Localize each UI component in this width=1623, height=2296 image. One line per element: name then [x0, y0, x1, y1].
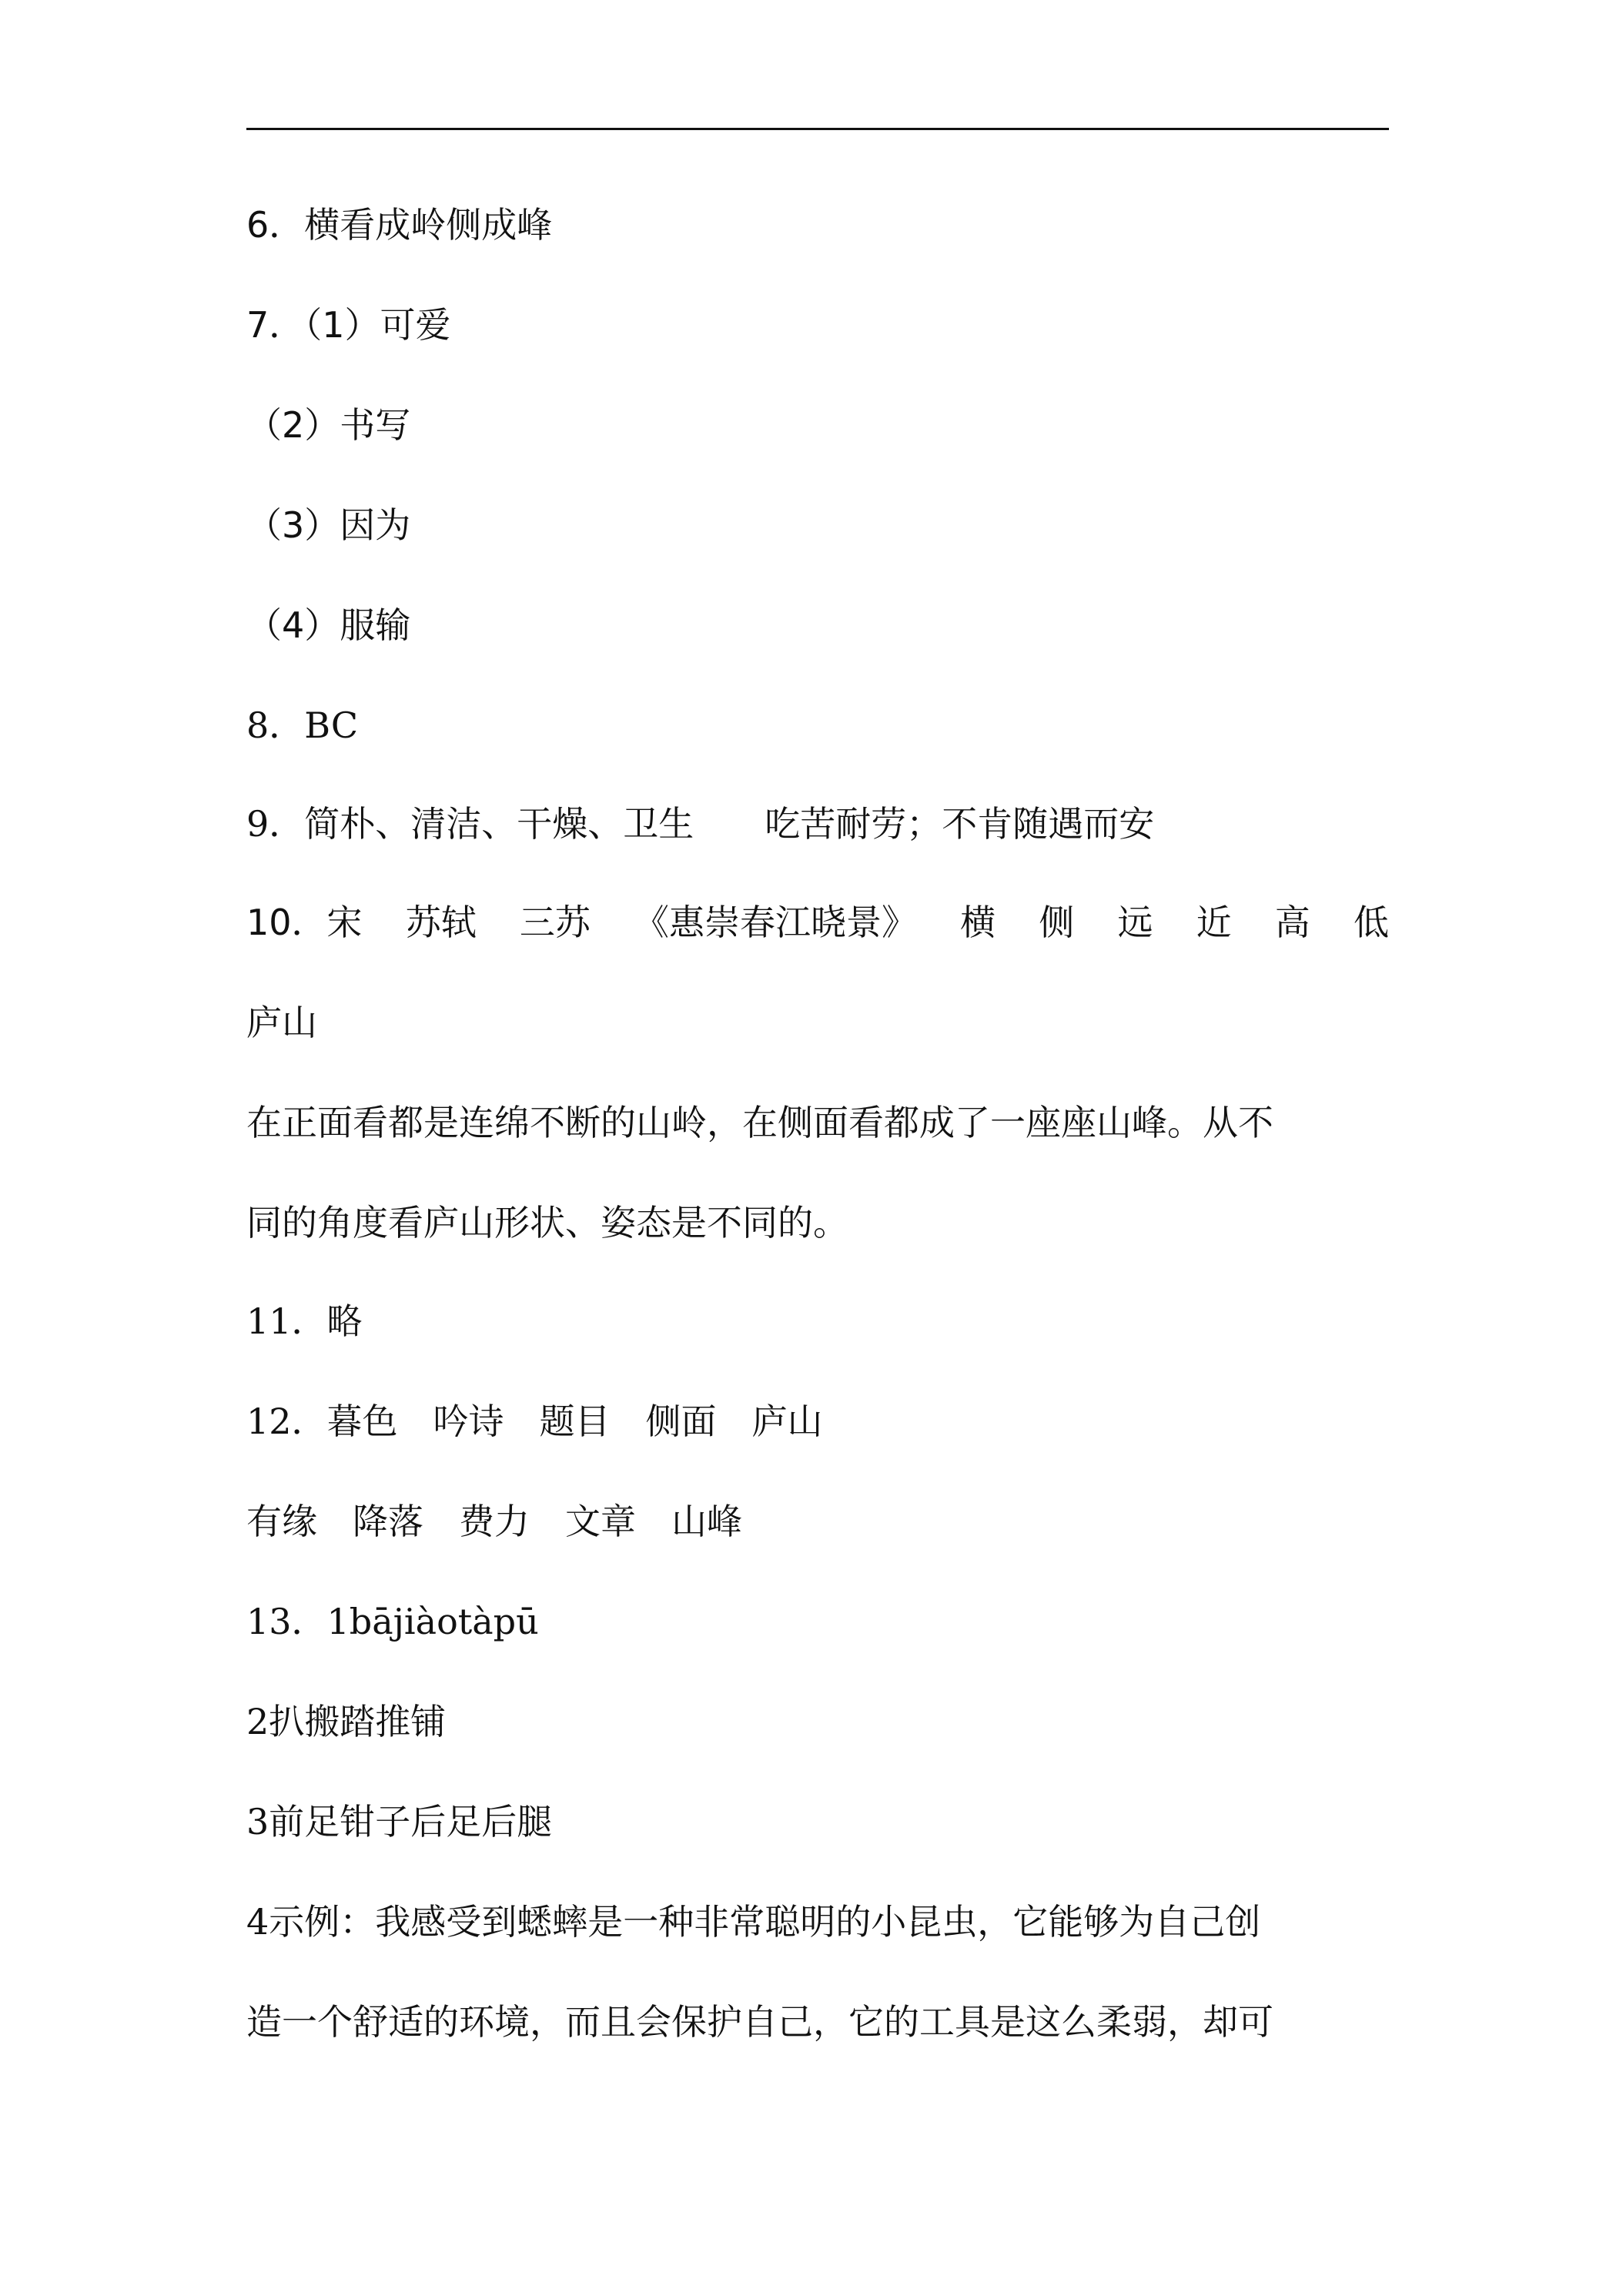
answer-10-token: 《惠崇春江晓景》	[634, 902, 918, 943]
answer-7-1: 7．（1）可爱	[246, 304, 451, 346]
answer-6: 6．横看成岭侧成峰	[246, 204, 553, 246]
answer-10-line-2: 庐山	[246, 1002, 317, 1043]
answer-12-line-1: 12．暮色 吟诗 题目 侧面 庐山	[246, 1401, 823, 1442]
answer-10-token: 低	[1353, 902, 1389, 943]
answer-10-token: 高	[1274, 902, 1310, 943]
answer-13-2: 2扒搬踏推铺	[246, 1701, 447, 1742]
answer-10-token: 近	[1196, 902, 1232, 943]
answer-13-3: 3前足钳子后足后腿	[246, 1801, 553, 1842]
answer-12-line-2: 有缘 降落 费力 文章 山峰	[246, 1501, 742, 1542]
answer-10-line-1	[246, 899, 1389, 946]
header-rule	[246, 128, 1389, 130]
answer-10-line-3: 在正面看都是连绵不断的山岭，在侧面看都成了一座座山峰。从不	[246, 1102, 1273, 1143]
answer-13-4-line-1: 4示例：我感受到蟋蟀是一种非常聪明的小昆虫，它能够为自己创	[246, 1901, 1261, 1943]
answer-10-line-4: 同的角度看庐山形状、姿态是不同的。	[246, 1202, 848, 1243]
answer-7-3: （3）因为	[246, 504, 411, 546]
answer-10-token: 三苏	[519, 902, 591, 943]
answer-10-token: 侧	[1039, 902, 1075, 943]
answer-13-4-line-2: 造一个舒适的环境，而且会保护自己，它的工具是这么柔弱，却可	[246, 2001, 1273, 2043]
answer-8: 8．BC	[246, 705, 359, 746]
answer-7-4: （4）服输	[246, 604, 411, 646]
answer-13-1: 13．1bājiàotàpū	[246, 1601, 539, 1642]
answer-10-token: 苏轼	[405, 902, 477, 943]
answer-10-token: 远	[1117, 902, 1153, 943]
answer-9: 9．简朴、清洁、干燥、卫生 吃苦耐劳；不肯随遇而安	[246, 803, 1155, 845]
answer-11: 11．略	[246, 1300, 363, 1342]
answer-7-2: （2）书写	[246, 404, 411, 446]
answer-10-token: 横	[960, 902, 996, 943]
answer-10-token: 10．宋	[246, 902, 363, 943]
